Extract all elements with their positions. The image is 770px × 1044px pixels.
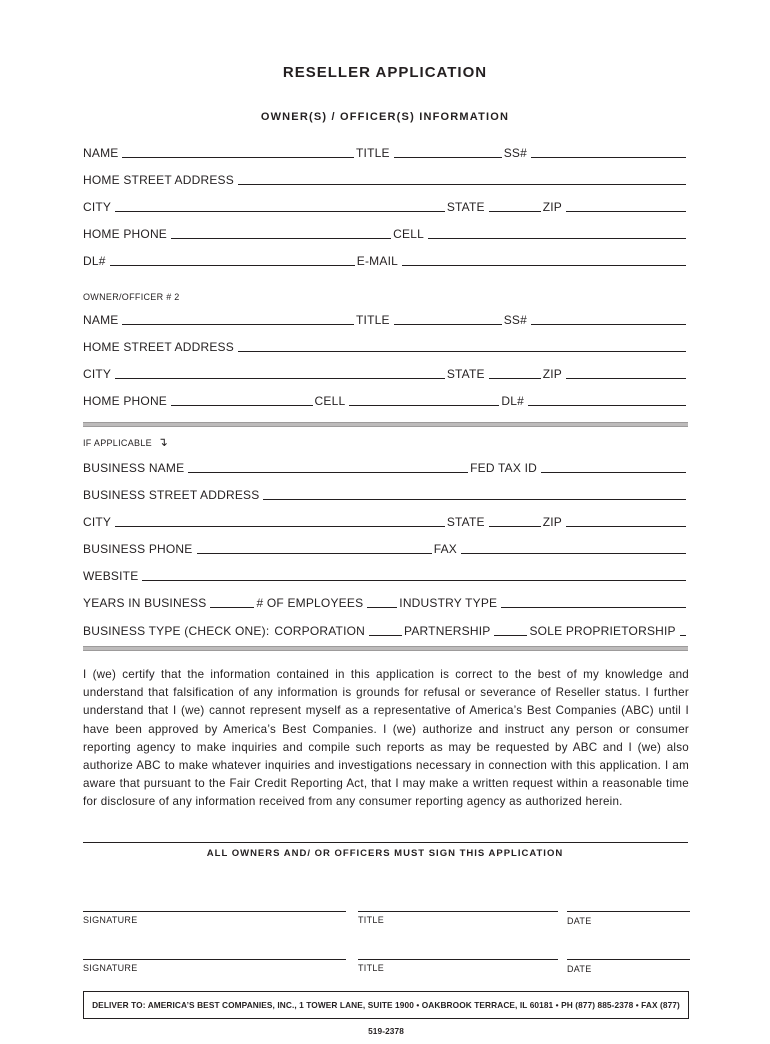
state-label: STATE: [446, 367, 485, 381]
state-field[interactable]: [489, 201, 541, 212]
cell-label: CELL: [393, 227, 424, 241]
title-field[interactable]: [394, 314, 502, 325]
if-applicable-label: [83, 435, 168, 449]
fax-field[interactable]: [461, 543, 686, 554]
title-label: TITLE: [356, 146, 390, 160]
home-street-label: HOME STREET ADDRESS: [83, 173, 234, 187]
zip-label: ZIP: [542, 200, 562, 214]
owner1-city-row: [83, 198, 688, 214]
home-street-label: HOME STREET ADDRESS: [83, 340, 234, 354]
section-title-owners: OWNER(S) / OFFICER(S) INFORMATION: [260, 111, 510, 123]
section-divider: [83, 422, 688, 427]
fed-tax-id-label: FED TAX ID: [470, 461, 537, 475]
business-street-field[interactable]: [263, 489, 686, 500]
business-type-label: BUSINESS TYPE (CHECK ONE):: [83, 624, 270, 638]
title-label: TITLE: [358, 963, 385, 973]
dl-label: DL#: [501, 394, 524, 408]
corporation-checkbox[interactable]: [369, 625, 402, 636]
city-label: CITY: [83, 367, 112, 381]
title-label: TITLE: [358, 915, 385, 925]
certification-paragraph: I (we) certify that the information contained in this application is correct to the best of my knowledge and understand that falsification of any information is grounds for refusal or severance of Reseller status. I further understand that I (we) cannot represent myself as a representative of America’s Best Companies (ABC) until I have been approved by America’s Best Companies. I (we) authorize and instruct any person or consumer reporting agency to make inquiries and compile such reports as may be requested by ABC and I (we) also authorize ABC to make whatever inquiries and investigations necessary in connection with this application. I am aware that pursuant to the Fair Credit Reporting Act, that I may make a written request within a reasonable time for disclosure of any information received from any consumer reporting agency as authorized herein.: [83, 668, 689, 809]
sole-proprietorship-checkbox[interactable]: [680, 625, 686, 636]
state-field[interactable]: [489, 368, 541, 379]
home-phone-field[interactable]: [171, 395, 313, 406]
owner1-address-row: [83, 171, 688, 187]
home-street-field[interactable]: [238, 341, 686, 352]
email-field[interactable]: [402, 255, 686, 266]
title-label: TITLE: [356, 313, 390, 327]
years-label: YEARS IN BUSINESS: [83, 596, 207, 610]
owner2-name-row: [83, 311, 688, 327]
partnership-label: PARTNERSHIP: [404, 624, 491, 638]
state-label: STATE: [446, 515, 485, 529]
ss-label: SS#: [503, 313, 527, 327]
page-title: RESELLER APPLICATION: [282, 64, 488, 81]
business-phone-row: [83, 540, 688, 556]
date-line[interactable]: [567, 959, 690, 960]
city-label: CITY: [83, 200, 112, 214]
dl-label: DL#: [83, 254, 106, 268]
home-street-field[interactable]: [238, 174, 686, 185]
home-phone-label: HOME PHONE: [83, 394, 168, 408]
email-label: E-MAIL: [356, 254, 398, 268]
business-name-row: [83, 459, 688, 475]
business-street-label: BUSINESS STREET ADDRESS: [83, 488, 260, 502]
employees-field[interactable]: [367, 597, 397, 608]
website-label: WEBSITE: [83, 569, 139, 583]
fax-label: FAX: [433, 542, 457, 556]
owner2-section-label: OWNER/OFFICER # 2: [83, 292, 180, 302]
ss-field[interactable]: [531, 314, 686, 325]
state-field[interactable]: [489, 516, 541, 527]
sole-proprietorship-label: SOLE PROPRIETORSHIP: [529, 624, 676, 638]
cell-label: CELL: [314, 394, 346, 408]
signature-label: SIGNATURE: [83, 963, 138, 973]
years-row: [83, 594, 688, 610]
business-phone-field[interactable]: [197, 543, 432, 554]
signature-label: SIGNATURE: [83, 915, 138, 925]
industry-type-field[interactable]: [501, 597, 686, 608]
name-field[interactable]: [122, 147, 354, 158]
section-divider: [83, 646, 688, 651]
zip-label: ZIP: [542, 367, 562, 381]
signature-instruction: ALL OWNERS AND/ OR OFFICERS MUST SIGN THIS APPLICATION: [206, 848, 564, 859]
business-phone-label: BUSINESS PHONE: [83, 542, 193, 556]
business-city-row: [83, 513, 688, 529]
fed-tax-id-field[interactable]: [541, 462, 686, 473]
ss-label: SS#: [503, 146, 527, 160]
owner1-phone-row: [83, 225, 688, 241]
title-line[interactable]: [358, 959, 558, 960]
city-field[interactable]: [115, 516, 445, 527]
partnership-checkbox[interactable]: [494, 625, 527, 636]
signature-line[interactable]: [83, 959, 346, 960]
dl-field[interactable]: [528, 395, 686, 406]
name-label: NAME: [83, 313, 119, 327]
business-name-field[interactable]: [188, 462, 468, 473]
cell-field[interactable]: [349, 395, 499, 406]
owner2-phone-row: [83, 392, 688, 408]
date-label: DATE: [567, 964, 592, 974]
arrow-down-icon: ↴: [157, 435, 169, 449]
business-name-label: BUSINESS NAME: [83, 461, 185, 475]
years-field[interactable]: [210, 597, 254, 608]
industry-type-label: INDUSTRY TYPE: [399, 596, 498, 610]
dl-field[interactable]: [110, 255, 355, 266]
state-label: STATE: [446, 200, 485, 214]
signature-divider: [83, 842, 688, 843]
cell-field[interactable]: [428, 228, 686, 239]
name-label: NAME: [83, 146, 119, 160]
delivery-address-footer: DELIVER TO: AMERICA’S BEST COMPANIES, INC., 1 TOWER LANE, SUITE 1900 • OAKBROOK TERRACE, IL 60181 • PH (877) 885-2378 • FAX (877) 519-2378: [83, 991, 689, 1019]
date-line[interactable]: [567, 911, 690, 912]
signature-line[interactable]: [83, 911, 346, 912]
owner2-city-row: [83, 365, 688, 381]
employees-label: # OF EMPLOYEES: [256, 596, 364, 610]
zip-field[interactable]: [566, 201, 686, 212]
ss-field[interactable]: [531, 147, 686, 158]
title-line[interactable]: [358, 911, 558, 912]
title-field[interactable]: [394, 147, 502, 158]
business-type-row: [83, 622, 688, 638]
zip-field[interactable]: [566, 516, 686, 527]
business-street-row: [83, 486, 688, 502]
website-row: [83, 567, 688, 583]
city-field[interactable]: [115, 201, 445, 212]
owner1-name-row: [83, 144, 688, 160]
home-phone-field[interactable]: [171, 228, 391, 239]
city-label: CITY: [83, 515, 112, 529]
city-field[interactable]: [115, 368, 445, 379]
name-field[interactable]: [122, 314, 354, 325]
zip-field[interactable]: [566, 368, 686, 379]
zip-label: ZIP: [542, 515, 562, 529]
date-label: DATE: [567, 916, 592, 926]
owner2-address-row: [83, 338, 688, 354]
owner1-dl-row: [83, 252, 688, 268]
if-applicable-text: IF APPLICABLE: [83, 438, 152, 448]
corporation-label: CORPORATION: [274, 624, 366, 638]
home-phone-label: HOME PHONE: [83, 227, 168, 241]
website-field[interactable]: [142, 570, 686, 581]
